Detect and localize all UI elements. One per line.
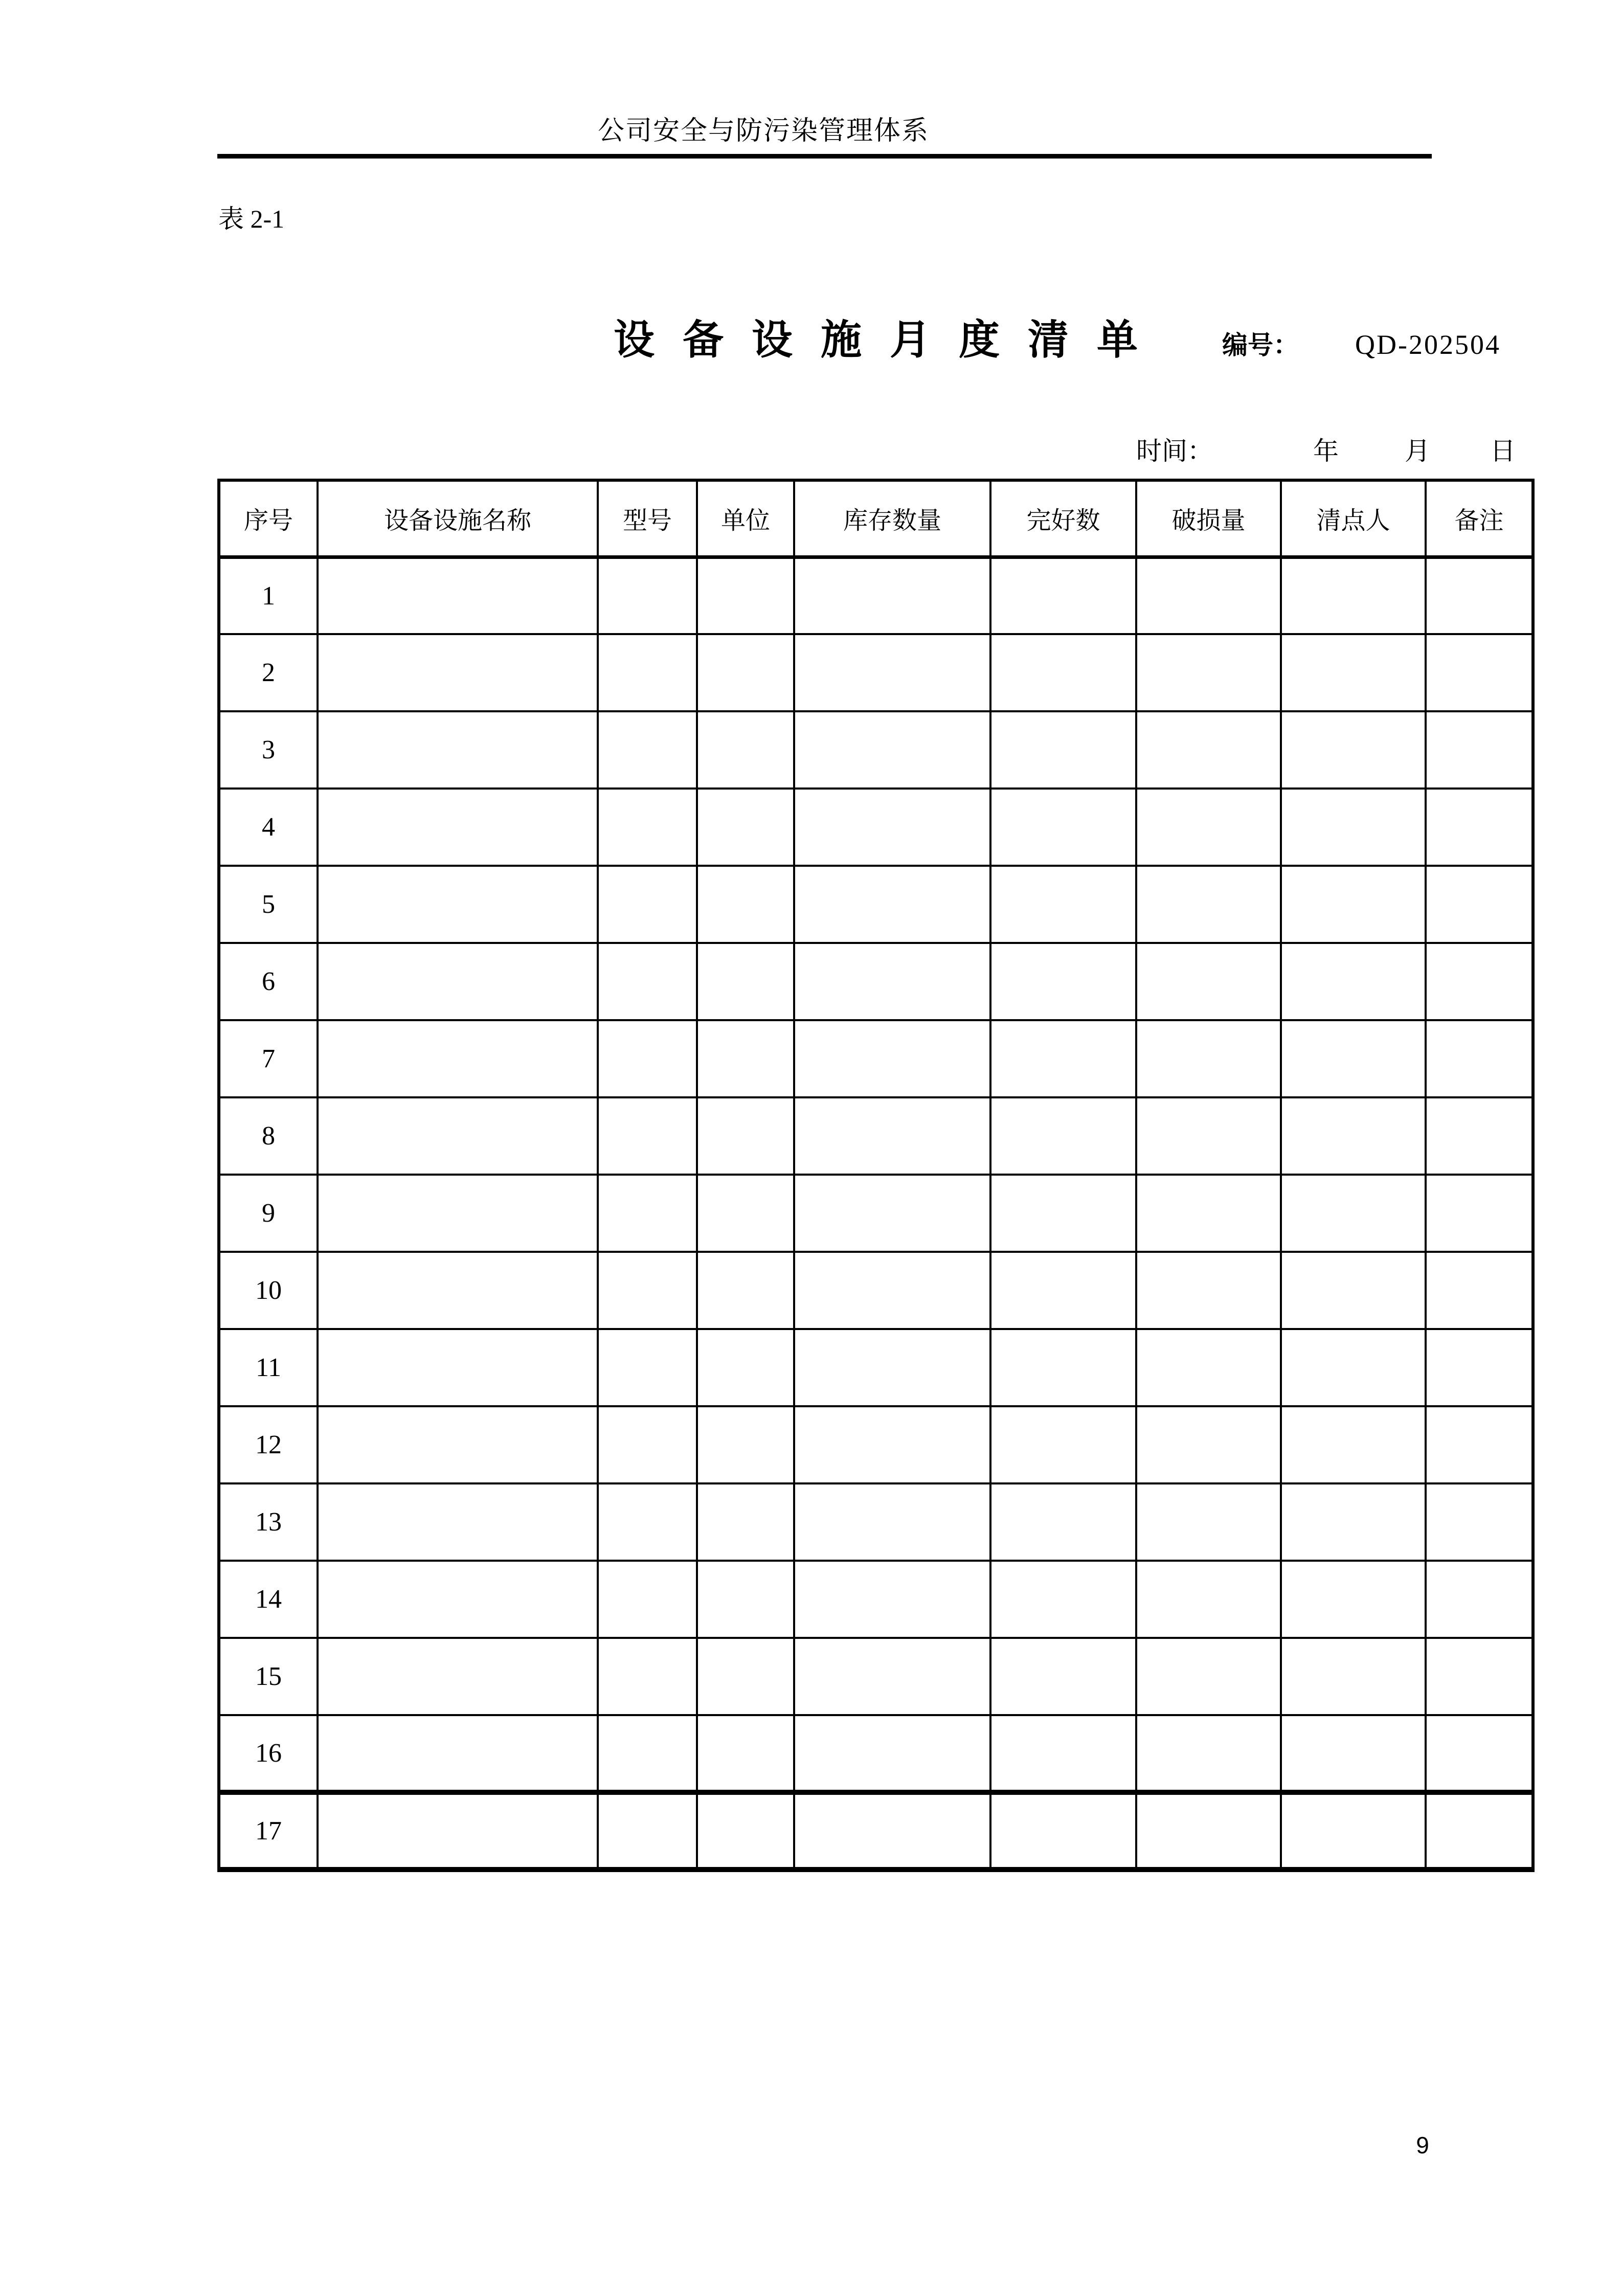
column-header-9: 备注 <box>1426 480 1533 557</box>
empty-cell <box>1426 711 1533 789</box>
empty-cell <box>1426 634 1533 711</box>
column-header-6: 完好数 <box>990 480 1136 557</box>
empty-cell <box>1281 1020 1426 1097</box>
empty-cell <box>794 1406 990 1483</box>
row-number-cell: 17 <box>219 1792 318 1870</box>
empty-cell <box>598 711 697 789</box>
empty-cell <box>794 1252 990 1329</box>
doc-number-value: QD-202504 <box>1355 329 1501 360</box>
empty-cell <box>318 943 598 1020</box>
empty-cell <box>318 557 598 634</box>
column-header-8: 清点人 <box>1281 480 1426 557</box>
date-line <box>1136 436 1516 466</box>
date-label: 时间： <box>1136 437 1213 465</box>
row-number-cell: 11 <box>219 1329 318 1406</box>
empty-cell <box>1281 943 1426 1020</box>
empty-cell <box>1281 557 1426 634</box>
empty-cell <box>1281 634 1426 711</box>
row-number-cell: 4 <box>219 789 318 866</box>
empty-cell <box>990 789 1136 866</box>
empty-cell <box>318 1020 598 1097</box>
empty-cell <box>1136 557 1281 634</box>
column-header-1: 序号 <box>219 480 318 557</box>
table-row <box>219 711 1533 789</box>
row-number-cell: 13 <box>219 1483 318 1561</box>
equipment-table <box>217 479 1535 1872</box>
empty-cell <box>318 1406 598 1483</box>
empty-cell <box>697 943 794 1020</box>
empty-cell <box>697 866 794 943</box>
empty-cell <box>318 711 598 789</box>
empty-cell <box>598 634 697 711</box>
row-number-cell: 6 <box>219 943 318 1020</box>
empty-cell <box>697 1561 794 1638</box>
page-number: 9 <box>1416 2132 1429 2158</box>
empty-cell <box>598 1561 697 1638</box>
empty-cell <box>1281 711 1426 789</box>
empty-cell <box>598 1715 697 1792</box>
empty-cell <box>1426 1252 1533 1329</box>
empty-cell <box>598 1252 697 1329</box>
empty-cell <box>1281 866 1426 943</box>
empty-cell <box>598 1329 697 1406</box>
table-row <box>219 1638 1533 1715</box>
empty-cell <box>990 1020 1136 1097</box>
empty-cell <box>1136 1792 1281 1870</box>
empty-cell <box>990 1483 1136 1561</box>
empty-cell <box>1426 1715 1533 1792</box>
empty-cell <box>1281 1483 1426 1561</box>
date-day-label: 日 <box>1490 437 1516 465</box>
empty-cell <box>990 1406 1136 1483</box>
column-header-2: 设备设施名称 <box>318 480 598 557</box>
table-row <box>219 1483 1533 1561</box>
empty-cell <box>794 1561 990 1638</box>
empty-cell <box>697 634 794 711</box>
empty-cell <box>1426 866 1533 943</box>
empty-cell <box>1281 1561 1426 1638</box>
empty-cell <box>1136 1252 1281 1329</box>
empty-cell <box>794 557 990 634</box>
column-header-7: 破损量 <box>1136 480 1281 557</box>
empty-cell <box>1426 943 1533 1020</box>
empty-cell <box>1136 1329 1281 1406</box>
empty-cell <box>598 943 697 1020</box>
empty-cell <box>1281 1252 1426 1329</box>
empty-cell <box>794 1097 990 1175</box>
empty-cell <box>1136 1638 1281 1715</box>
table-row <box>219 1329 1533 1406</box>
empty-cell <box>990 1561 1136 1638</box>
empty-cell <box>697 1715 794 1792</box>
empty-cell <box>697 557 794 634</box>
empty-cell <box>1136 1406 1281 1483</box>
empty-cell <box>1281 1329 1426 1406</box>
table-row <box>219 1097 1533 1175</box>
empty-cell <box>697 789 794 866</box>
empty-cell <box>598 866 697 943</box>
row-number-cell: 10 <box>219 1252 318 1329</box>
empty-cell <box>697 1097 794 1175</box>
empty-cell <box>990 1175 1136 1252</box>
table-row <box>219 1020 1533 1097</box>
empty-cell <box>794 1792 990 1870</box>
column-header-5: 库存数量 <box>794 480 990 557</box>
empty-cell <box>1136 1020 1281 1097</box>
empty-cell <box>1136 866 1281 943</box>
empty-cell <box>1426 1097 1533 1175</box>
date-month-label: 月 <box>1405 437 1430 465</box>
empty-cell <box>697 1175 794 1252</box>
empty-cell <box>990 866 1136 943</box>
empty-cell <box>1281 789 1426 866</box>
empty-cell <box>1136 1715 1281 1792</box>
empty-cell <box>598 1406 697 1483</box>
empty-cell <box>1426 1020 1533 1097</box>
empty-cell <box>1281 1792 1426 1870</box>
table-label: 表 2-1 <box>218 205 285 233</box>
empty-cell <box>990 634 1136 711</box>
empty-cell <box>1426 1483 1533 1561</box>
empty-cell <box>1426 1175 1533 1252</box>
empty-cell <box>1136 943 1281 1020</box>
empty-cell <box>1426 1638 1533 1715</box>
table-row <box>219 1792 1533 1870</box>
empty-cell <box>990 1329 1136 1406</box>
row-number-cell: 15 <box>219 1638 318 1715</box>
row-number-cell: 2 <box>219 634 318 711</box>
row-number-cell: 5 <box>219 866 318 943</box>
empty-cell <box>1426 1406 1533 1483</box>
empty-cell <box>697 1483 794 1561</box>
empty-cell <box>1426 1329 1533 1406</box>
table-row <box>219 557 1533 634</box>
empty-cell <box>1426 789 1533 866</box>
empty-cell <box>318 1329 598 1406</box>
empty-cell <box>794 789 990 866</box>
table-row <box>219 789 1533 866</box>
column-header-3: 型号 <box>598 480 697 557</box>
empty-cell <box>1426 557 1533 634</box>
empty-cell <box>1136 1175 1281 1252</box>
empty-cell <box>697 1329 794 1406</box>
row-number-cell: 3 <box>219 711 318 789</box>
date-year-label: 年 <box>1313 437 1339 465</box>
empty-cell <box>990 557 1136 634</box>
empty-cell <box>990 711 1136 789</box>
empty-cell <box>697 1020 794 1097</box>
empty-cell <box>598 1175 697 1252</box>
empty-cell <box>318 866 598 943</box>
empty-cell <box>318 1252 598 1329</box>
table-row <box>219 634 1533 711</box>
empty-cell <box>318 1638 598 1715</box>
table-header-row <box>219 480 1533 557</box>
empty-cell <box>990 1097 1136 1175</box>
empty-cell <box>1136 1097 1281 1175</box>
empty-cell <box>990 943 1136 1020</box>
table-row <box>219 943 1533 1020</box>
row-number-cell: 14 <box>219 1561 318 1638</box>
row-number-cell: 9 <box>219 1175 318 1252</box>
empty-cell <box>1426 1792 1533 1870</box>
header-divider <box>217 154 1432 159</box>
doc-number-label: 编号： <box>1222 331 1299 359</box>
empty-cell <box>697 1406 794 1483</box>
table-row <box>219 1252 1533 1329</box>
empty-cell <box>990 1792 1136 1870</box>
empty-cell <box>794 866 990 943</box>
empty-cell <box>1136 711 1281 789</box>
empty-cell <box>1136 1561 1281 1638</box>
empty-cell <box>318 1175 598 1252</box>
empty-cell <box>794 1715 990 1792</box>
document-title: 设 备 设 施 月 度 清 单 <box>614 318 1138 363</box>
row-number-cell: 16 <box>219 1715 318 1792</box>
empty-cell <box>598 1020 697 1097</box>
empty-cell <box>318 1097 598 1175</box>
row-number-cell: 7 <box>219 1020 318 1097</box>
empty-cell <box>1136 789 1281 866</box>
empty-cell <box>598 1097 697 1175</box>
empty-cell <box>1426 1561 1533 1638</box>
table-row <box>219 1406 1533 1483</box>
empty-cell <box>318 1715 598 1792</box>
empty-cell <box>794 634 990 711</box>
empty-cell <box>794 711 990 789</box>
title-line <box>614 318 1501 363</box>
empty-cell <box>990 1638 1136 1715</box>
table-row <box>219 1715 1533 1792</box>
row-number-cell: 1 <box>219 557 318 634</box>
empty-cell <box>598 1483 697 1561</box>
empty-cell <box>318 789 598 866</box>
empty-cell <box>1136 1483 1281 1561</box>
empty-cell <box>697 1792 794 1870</box>
empty-cell <box>794 1020 990 1097</box>
empty-cell <box>1281 1715 1426 1792</box>
empty-cell <box>318 1561 598 1638</box>
empty-cell <box>598 789 697 866</box>
table-row <box>219 1175 1533 1252</box>
row-number-cell: 12 <box>219 1406 318 1483</box>
empty-cell <box>1281 1175 1426 1252</box>
empty-cell <box>318 634 598 711</box>
empty-cell <box>1136 634 1281 711</box>
empty-cell <box>598 1638 697 1715</box>
empty-cell <box>697 711 794 789</box>
table-row <box>219 866 1533 943</box>
empty-cell <box>794 1175 990 1252</box>
empty-cell <box>1281 1097 1426 1175</box>
empty-cell <box>990 1715 1136 1792</box>
page-header-title: 公司安全与防污染管理体系 <box>597 117 929 146</box>
empty-cell <box>598 557 697 634</box>
empty-cell <box>990 1252 1136 1329</box>
row-number-cell: 8 <box>219 1097 318 1175</box>
empty-cell <box>318 1483 598 1561</box>
empty-cell <box>1281 1638 1426 1715</box>
empty-cell <box>697 1638 794 1715</box>
column-header-4: 单位 <box>697 480 794 557</box>
empty-cell <box>697 1252 794 1329</box>
empty-cell <box>794 1483 990 1561</box>
empty-cell <box>794 1638 990 1715</box>
empty-cell <box>794 1329 990 1406</box>
empty-cell <box>1281 1406 1426 1483</box>
empty-cell <box>318 1792 598 1870</box>
empty-cell <box>794 943 990 1020</box>
table-row <box>219 1561 1533 1638</box>
empty-cell <box>598 1792 697 1870</box>
